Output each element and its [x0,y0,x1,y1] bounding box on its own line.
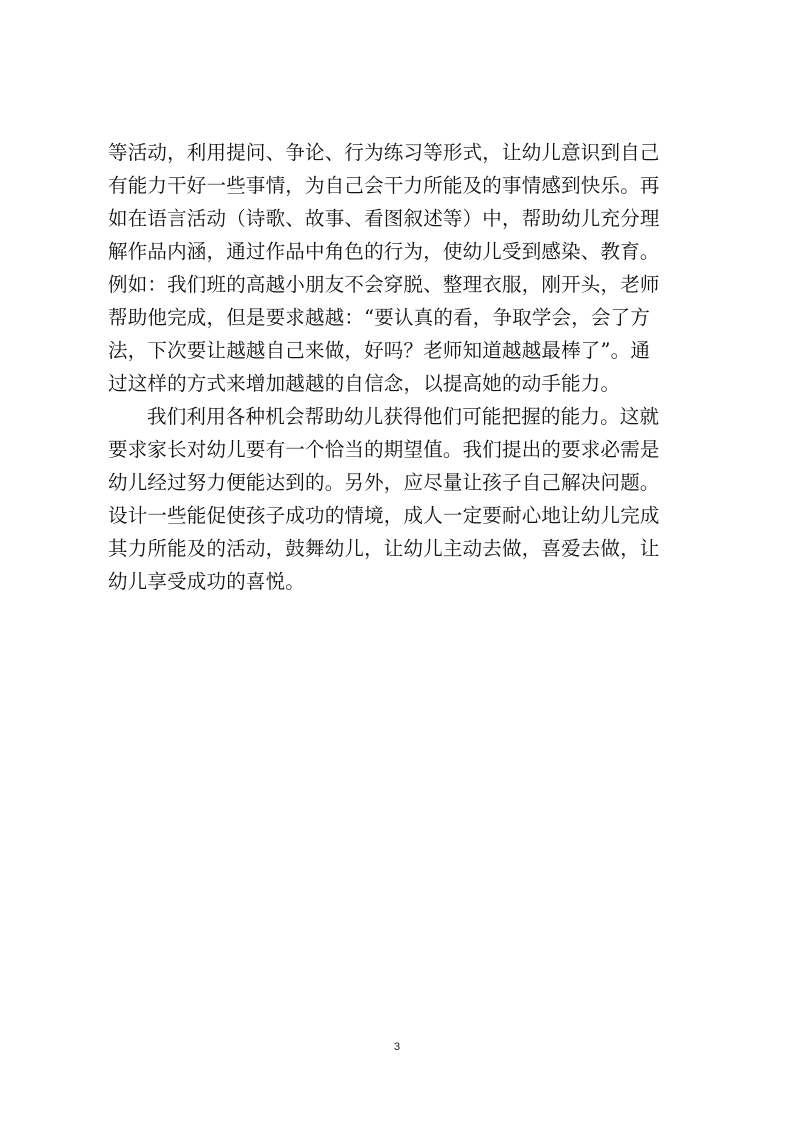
text-line: 法，下次要让越越自己来做，好吗？老师知道越越最棒了”。通 [108,339,651,362]
text-line: 解作品内涵，通过作品中角色的行为，使幼儿受到感染、教育。 [108,240,660,263]
text-line: 要求家长对幼儿要有一个恰当的期望值。我们提出的要求必需是 [108,438,660,461]
document-body [108,136,692,598]
text-line: 设计一些能促使孩子成功的情境，成人一定要耐心地让幼儿完成 [108,504,660,527]
text-line: 其力所能及的活动，鼓舞幼儿，让幼儿主动去做，喜爱去做，让 [108,537,660,560]
page-number: 3 [393,1041,401,1053]
text-line: 幼儿经过努力便能达到的。另外，应尽量让孩子自己解决问题。 [108,471,660,494]
paragraph-1 [108,136,692,400]
text-line: 如在语言活动（诗歌、故事、看图叙述等）中，帮助幼儿充分理 [108,207,660,230]
paragraph-2 [108,400,692,598]
text-line: 等活动，利用提问、争论、行为练习等形式，让幼儿意识到自己 [108,141,660,164]
text-line: 我们利用各种机会帮助幼儿获得他们可能把握的能力。这就 [147,405,660,428]
text-line: 例如：我们班的高越小朋友不会穿脱、整理衣服，刚开头，老师 [108,273,660,296]
text-line: 过这样的方式来增加越越的自信念，以提高她的动手能力。 [108,372,621,395]
text-line: 帮助他完成，但是要求越越：“要认真的看，争取学会，会了方 [108,306,651,329]
text-line: 幼儿享受成功的喜悦。 [108,570,306,593]
text-line: 有能力干好一些事情，为自己会干力所能及的事情感到快乐。再 [108,174,660,197]
